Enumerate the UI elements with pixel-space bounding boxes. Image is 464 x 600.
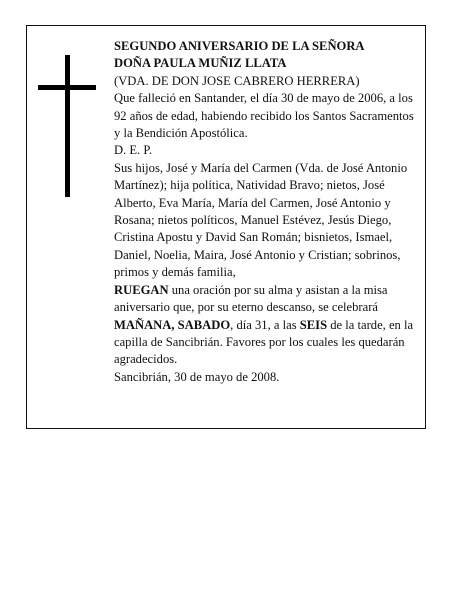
place-date-line: Sancibrián, 30 de mayo de 2008. bbox=[114, 369, 280, 384]
notice-title-line-2: DOÑA PAULA MUÑIZ LLATA bbox=[114, 56, 287, 71]
mass-hour: SEIS bbox=[299, 317, 328, 332]
mass-announcement bbox=[114, 282, 422, 369]
ruegan-word: RUEGAN bbox=[114, 282, 169, 297]
dep-line: D. E. P. bbox=[114, 143, 153, 158]
mass-day: MAÑANA, SABADO bbox=[114, 317, 231, 332]
family-list: Sus hijos, José y María del Carmen (Vda. de José Antonio Martínez); hija política, Natividad Bravo; nietos, José Alberto, Eva María, María del Carmen, José Antonio y Rosana; nietos políticos, Manuel Estévez, Jesús Diego, Cristina Apostu y David San Román; bisnietos, Ismael, Daniel, Noelia, Maira, José Antonio y Cristian; sobrinos, primos y demás familia, bbox=[114, 160, 408, 280]
mass-text-part-1: una oración por su alma y asistan a la misa aniversario que, por su eterno descanso, se celebrará bbox=[114, 282, 388, 315]
notice-title-line-1: SEGUNDO ANIVERSARIO DE LA SEÑORA bbox=[114, 39, 365, 53]
mass-text-part-3: de la tarde, en la capilla de Sancibrián. Favores por los cuales les quedarán agradecidos. bbox=[114, 317, 414, 367]
widow-line: (VDA. DE DON JOSE CABRERO HERRERA) bbox=[114, 73, 360, 88]
notice-text-block bbox=[114, 38, 422, 386]
cross-horizontal-bar bbox=[38, 85, 96, 90]
latin-cross-icon bbox=[38, 55, 96, 197]
death-info: Que falleció en Santander, el día 30 de mayo de 2006, a los 92 años de edad, habiendo recibido los Santos Sacramentos y la Bendición Apostólica. bbox=[114, 91, 414, 141]
mass-text-part-2: , día 31, a las bbox=[230, 317, 300, 332]
cross-vertical-bar bbox=[65, 55, 70, 197]
